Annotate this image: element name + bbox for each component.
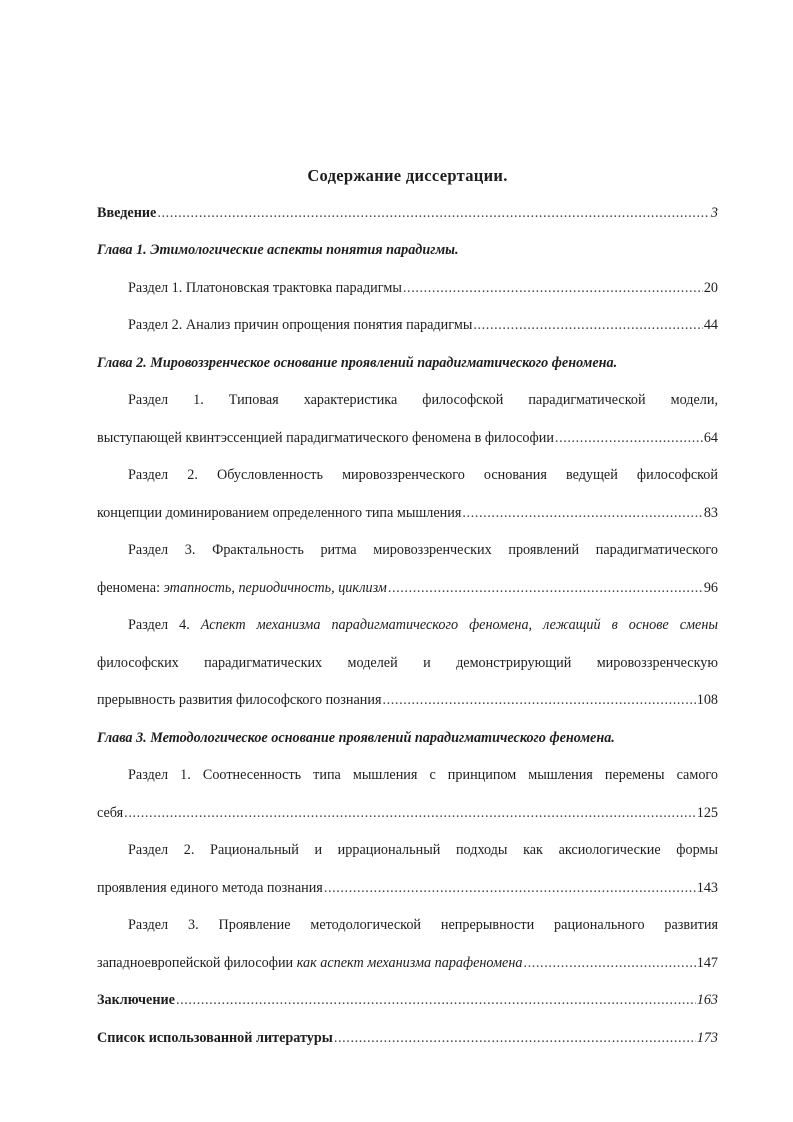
entry-text [97, 232, 459, 270]
text-segment: проявления единого метода познания [97, 879, 323, 896]
text-segment: Глава 2. Мировоззренческое основание проявлений парадигматического феномена. [97, 354, 618, 371]
toc-entry-section [97, 645, 718, 683]
text-segment: Раздел 1. Платоновская трактовка парадигмы [128, 279, 402, 296]
toc-entry-section [97, 382, 718, 420]
toc-entry-section [97, 682, 718, 720]
entry-text [97, 945, 522, 983]
page-number: 44 [703, 317, 718, 333]
entry-text [128, 392, 718, 408]
dot-leader [462, 495, 702, 533]
toc-entry-section [97, 795, 718, 833]
entry-text [97, 720, 615, 758]
toc-entry-section [97, 532, 718, 570]
text-segment: философских парадигматических моделей и демонстрирующий мировоззренческую [97, 654, 718, 671]
page-number: 83 [703, 504, 718, 521]
text-segment: западноевропейской философии [97, 954, 297, 971]
text-segment: феномена: [97, 579, 164, 596]
toc-entry-section [97, 495, 718, 533]
text-segment: Раздел 3. Проявление методологической непрерывности рационального развития [128, 917, 718, 933]
text-segment: Заключение [97, 992, 175, 1008]
toc-entry-section [97, 570, 718, 608]
text-segment: прерывность развития философского познания [97, 692, 382, 708]
toc-entry-section [97, 757, 718, 795]
entry-text [97, 345, 617, 383]
toc-entry-main [97, 982, 718, 1020]
toc-entry-section [97, 907, 718, 945]
text-segment: Раздел 1. Типовая характеристика философской парадигматической модели, [128, 392, 718, 408]
chapter-heading [97, 345, 718, 383]
text-segment: концепции доминированием определенного типа мышления [97, 504, 462, 521]
entry-text [97, 870, 323, 908]
entry-text [128, 617, 718, 633]
toc-entry-section [97, 270, 718, 308]
toc-entry-main [97, 195, 718, 233]
dot-leader [334, 1020, 696, 1058]
dot-leader [555, 420, 703, 458]
text-segment: Глава 3. Методологическое основание проявлений парадигматического феномена. [97, 729, 615, 746]
entry-text [97, 195, 156, 233]
text-segment: Аспект механизма парадигматического феномена, лежащий в основе смены [200, 617, 718, 633]
text-segment: Раздел 2. Анализ причин опрощения понятия парадигмы [128, 317, 473, 333]
entry-text [128, 270, 402, 308]
entry-text [97, 982, 175, 1020]
toc-entry-section [97, 420, 718, 458]
text-segment: Раздел 2. Рациональный и иррациональный подходы как аксиологические формы [128, 842, 718, 858]
dot-leader [176, 982, 696, 1020]
dot-leader [523, 945, 695, 983]
text-segment: как аспект механизма парафеномена [296, 954, 523, 971]
text-segment: Раздел 1. Соотнесенность типа мышления с принципом мышления перемены самого [128, 767, 718, 783]
entry-text [128, 767, 718, 783]
chapter-heading [97, 720, 718, 758]
table-of-contents [97, 157, 718, 1057]
entry-text [97, 570, 387, 608]
toc-entry-main [97, 1020, 718, 1058]
dot-leader [124, 795, 696, 833]
toc-entry-section [97, 307, 718, 345]
text-segment: Раздел 4. [128, 617, 201, 633]
entry-text [97, 420, 554, 458]
page-number: 3 [710, 204, 718, 221]
toc-entry-section [97, 607, 718, 645]
text-segment: этапность, периодичность, циклизм [163, 579, 387, 596]
chapter-heading [97, 232, 718, 270]
page-number: 163 [696, 992, 718, 1008]
toc-entry-section [97, 832, 718, 870]
entry-text [128, 917, 718, 933]
text-segment: Раздел 2. Обусловленность мировоззренческого основания ведущей философской [128, 467, 718, 483]
entry-text [97, 795, 123, 833]
toc-entry-section [97, 457, 718, 495]
dot-leader [382, 682, 695, 720]
dot-leader [157, 195, 710, 233]
page-number: 96 [703, 579, 718, 596]
entry-text [128, 542, 718, 558]
entry-text [128, 467, 718, 483]
page-number: 147 [696, 954, 718, 971]
dot-leader [324, 870, 696, 908]
toc-entry-section [97, 870, 718, 908]
text-segment: Глава 1. Этимологические аспекты понятия парадигмы. [97, 242, 459, 258]
entry-text [97, 682, 381, 720]
entry-text [97, 1020, 333, 1058]
text-segment: Введение [97, 204, 157, 221]
page-title: Содержание диссертации. [307, 166, 508, 185]
page-number: 173 [696, 1029, 718, 1046]
page-number: 143 [696, 879, 718, 896]
page-number: 108 [696, 692, 718, 708]
toc-entry-section [97, 945, 718, 983]
dot-leader [388, 570, 703, 608]
page-number: 125 [696, 804, 718, 821]
dot-leader [403, 270, 703, 308]
entry-text [128, 307, 472, 345]
entry-text [97, 655, 718, 671]
text-segment: выступающей квинтэссенцией парадигматического феномена в философии [97, 429, 554, 446]
text-segment: себя [97, 804, 124, 821]
page-number: 64 [703, 429, 718, 446]
dot-leader [473, 307, 702, 345]
page-number: 20 [703, 279, 718, 296]
entry-text [97, 495, 461, 533]
entry-text [128, 842, 718, 858]
text-segment: Список использованной литературы [97, 1029, 333, 1046]
text-segment: Раздел 3. Фрактальность ритма мировоззренческих проявлений парадигматического [128, 542, 718, 558]
